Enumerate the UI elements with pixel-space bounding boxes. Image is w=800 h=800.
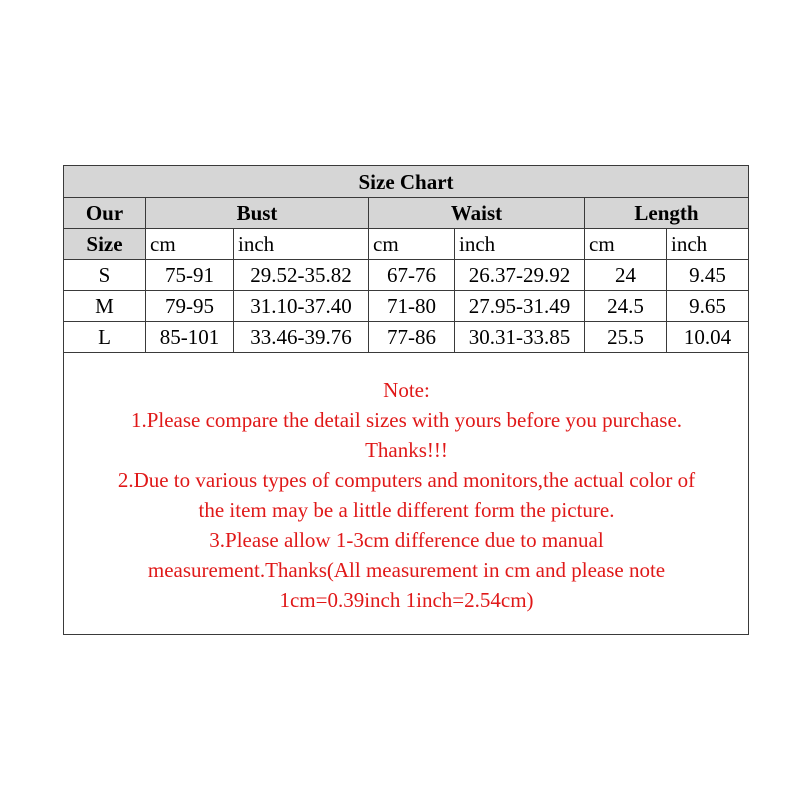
bust-cm-cell: 75-91 bbox=[146, 260, 234, 291]
note-line: measurement.Thanks(All measurement in cm and please note bbox=[147, 558, 666, 582]
header-our: Our bbox=[64, 198, 146, 229]
waist-cm-cell: 67-76 bbox=[369, 260, 455, 291]
unit-length-inch: inch bbox=[667, 229, 749, 260]
bust-inch-cell: 29.52-35.82 bbox=[234, 260, 369, 291]
size-cell: S bbox=[64, 260, 146, 291]
table-row bbox=[64, 291, 749, 322]
unit-bust-inch: inch bbox=[234, 229, 369, 260]
notes-section bbox=[64, 353, 749, 635]
header-bust: Bust bbox=[146, 198, 369, 229]
bust-inch-cell: 31.10-37.40 bbox=[234, 291, 369, 322]
size-chart-table bbox=[63, 165, 749, 635]
length-inch-cell: 9.45 bbox=[667, 260, 749, 291]
note-line: 1cm=0.39inch 1inch=2.54cm) bbox=[279, 588, 534, 612]
note-line: 1.Please compare the detail sizes with yours before you purchase. bbox=[130, 408, 683, 432]
bust-inch-cell: 33.46-39.76 bbox=[234, 322, 369, 353]
table-title: Size Chart bbox=[64, 166, 749, 198]
bust-cm-cell: 79-95 bbox=[146, 291, 234, 322]
length-inch-cell: 9.65 bbox=[667, 291, 749, 322]
header-waist: Waist bbox=[369, 198, 585, 229]
table-row bbox=[64, 260, 749, 291]
waist-cm-cell: 71-80 bbox=[369, 291, 455, 322]
unit-length-cm: cm bbox=[585, 229, 667, 260]
length-inch-cell: 10.04 bbox=[667, 322, 749, 353]
length-cm-cell: 24 bbox=[585, 260, 667, 291]
note-line: 2.Due to various types of computers and monitors,the actual color of bbox=[117, 468, 696, 492]
note-line: 3.Please allow 1-3cm difference due to manual bbox=[209, 528, 604, 552]
note-line: Thanks!!! bbox=[365, 438, 448, 462]
waist-inch-cell: 30.31-33.85 bbox=[455, 322, 585, 353]
note-line: the item may be a little different form the picture. bbox=[198, 498, 615, 522]
length-cm-cell: 24.5 bbox=[585, 291, 667, 322]
unit-bust-cm: cm bbox=[146, 229, 234, 260]
size-cell: L bbox=[64, 322, 146, 353]
size-cell: M bbox=[64, 291, 146, 322]
waist-inch-cell: 26.37-29.92 bbox=[455, 260, 585, 291]
unit-waist-inch: inch bbox=[455, 229, 585, 260]
waist-cm-cell: 77-86 bbox=[369, 322, 455, 353]
waist-inch-cell: 27.95-31.49 bbox=[455, 291, 585, 322]
header-length: Length bbox=[585, 198, 749, 229]
bust-cm-cell: 85-101 bbox=[146, 322, 234, 353]
length-cm-cell: 25.5 bbox=[585, 322, 667, 353]
header-size: Size bbox=[64, 229, 146, 260]
unit-waist-cm: cm bbox=[369, 229, 455, 260]
note-heading: Note: bbox=[383, 378, 430, 402]
table-row bbox=[64, 322, 749, 353]
